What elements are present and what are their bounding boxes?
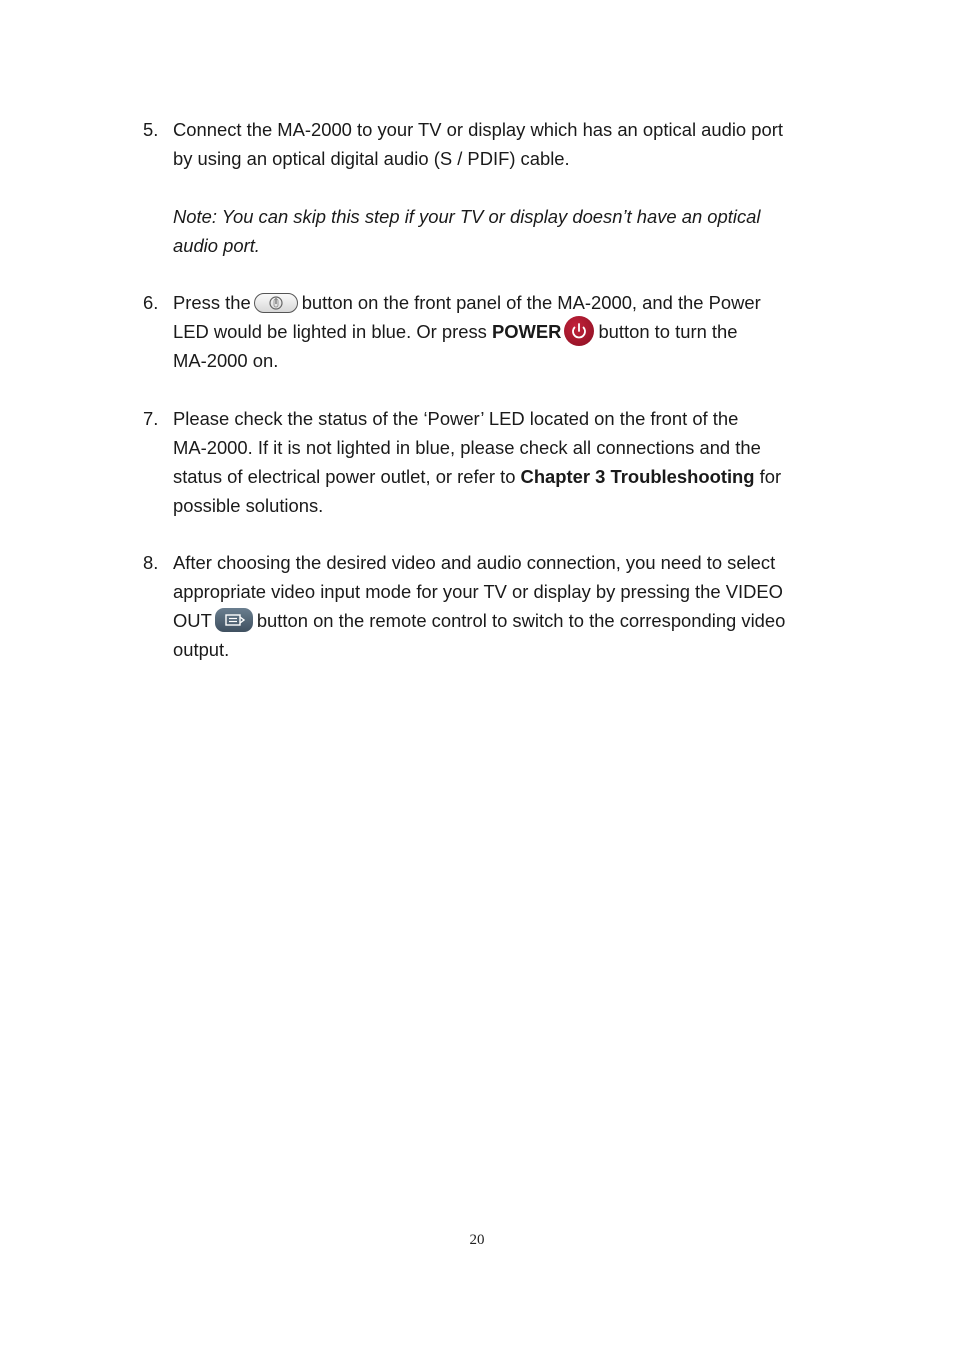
item-text-line: Please check the status of the ‘Power’ LED located on the front of the	[173, 408, 739, 429]
item-number: 8.	[143, 552, 159, 573]
item-text-line	[173, 462, 781, 491]
item-text-line: appropriate video input mode for your TV or display by pressing the VIDEO	[173, 581, 783, 602]
remote-power-button-icon	[564, 316, 594, 346]
video-out-button-icon	[215, 608, 253, 632]
item-text: button to turn the	[598, 321, 738, 342]
item-text-line: by using an optical digital audio (S / PDIF) cable.	[173, 148, 570, 169]
item-text: button on the front panel of the MA-2000, and the Power	[301, 292, 761, 313]
note-text-line: Note: You can skip this step if your TV or display doesn’t have an optical	[173, 206, 761, 227]
item-text-line: possible solutions.	[173, 495, 324, 516]
item-text-line	[173, 606, 785, 635]
item-text-line: MA-2000 on.	[173, 350, 279, 371]
item-text-line	[173, 288, 761, 317]
power-label: POWER	[491, 321, 562, 342]
item-text: Press the	[173, 292, 251, 313]
item-text: LED would be lighted in blue. Or press	[173, 321, 492, 342]
note-text-line: audio port.	[173, 235, 260, 256]
page-number: 20	[469, 1232, 485, 1248]
item-text-line: After choosing the desired video and audio connection, you need to select	[173, 552, 776, 573]
item-text-line	[173, 317, 738, 346]
item-text: OUT	[173, 610, 212, 631]
front-panel-power-button-icon	[254, 293, 298, 313]
item-text-line: Connect the MA-2000 to your TV or display which has an optical audio port	[173, 119, 783, 140]
item-number: 7.	[143, 408, 159, 429]
item-number: 6.	[143, 292, 159, 313]
item-text-line: output.	[173, 639, 230, 660]
item-text: for	[754, 466, 782, 487]
item-text-line: MA-2000. If it is not lighted in blue, please check all connections and the	[173, 437, 761, 458]
item-number: 5.	[143, 119, 159, 140]
item-text: status of electrical power outlet, or refer to	[173, 466, 521, 487]
item-text: button on the remote control to switch to the corresponding video	[256, 610, 786, 631]
chapter-reference: Chapter 3 Troubleshooting	[520, 466, 755, 487]
